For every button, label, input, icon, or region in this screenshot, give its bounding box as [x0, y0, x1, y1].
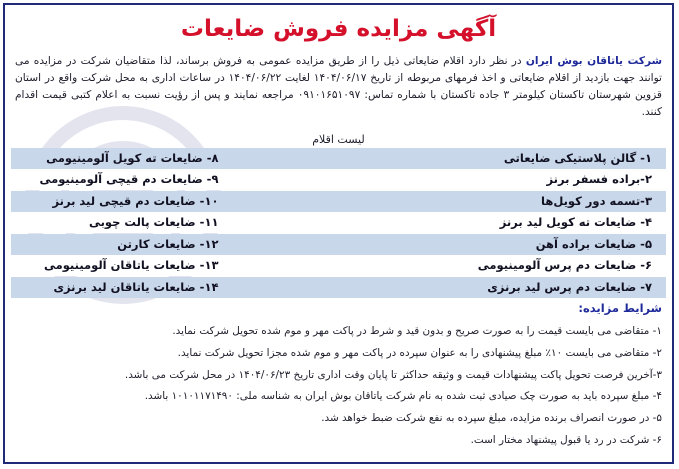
- condition-item: ۶- شرکت در رد یا قبول پیشنهاد مختار است.: [470, 433, 662, 446]
- item-cell: ۱۳- ضایعات یاتاقان آلومینیومی: [43, 258, 219, 273]
- advertisement-frame: [3, 3, 674, 464]
- item-cell: ۲-براده فسفر برنز: [546, 172, 652, 187]
- intro-text: در نظر دارد اقلام ضایعاتی ذیل را از طریق مزایده عمومی به فروش برساند، لذا متقاضیان شرکت در مزایده می توانند جهت بازدید از اقلام ضایعاتی و اخذ فرمهای مربوطه از تاریخ ۱۴۰۴/۰۶/۱۷ لغایت ۱۴۰۴/۰۶/۲۲ در ساعات اداری به محل شرکت واقع در استان قزوین شهرستان تاکستان کیلومتر ۳ جاده تاکستان با شماره تماس: ۰۹۱۰۱۶۵۱۰۹۷ مراجعه نمایند و پس از رؤیت نسبت به اعلام کتبی قیمت اقدام کنند.: [15, 55, 663, 118]
- table-row: [11, 148, 666, 169]
- item-cell: ۵- ضایعات براده آهن: [535, 236, 652, 251]
- item-cell: ۱- گالن پلاستیکی ضایعاتی: [503, 151, 652, 165]
- item-cell: ۷- ضایعات دم پرس لید برنزی: [487, 279, 652, 294]
- item-cell: ۱۰- ضایعات دم قیچی لید برنز: [52, 193, 219, 208]
- condition-item: ۴- مبلغ سپرده باید به صورت چک صیادی ثبت شده به نام شرکت یاتاقان بوش ایران به شناسه ملی: ۱۰۱۰۱۱۷۱۴۹۰ باشد.: [144, 390, 662, 403]
- page-title: آگهی مزایده فروش ضایعات: [180, 16, 497, 42]
- items-list-title: لیست اقلام: [312, 133, 365, 146]
- intro-paragraph: [15, 53, 662, 121]
- condition-item: ۵- در صورت انصراف برنده مزایده، مبلغ سپرده به نفع شرکت ضبط خواهد شد.: [321, 412, 662, 425]
- item-cell: ۸- ضایعات ته کویل آلومینیومی: [46, 151, 219, 165]
- item-cell: ۱۲- ضایعات کارتن: [117, 236, 219, 251]
- company-name: شرکت یاتاقان بوش ایران: [525, 55, 662, 67]
- table-row: [11, 191, 666, 212]
- table-row: [11, 234, 666, 255]
- item-cell: ۳-تسمه دور کویل‌ها: [541, 193, 652, 208]
- condition-item: ۳-آخرین فرصت تحویل پاکت پیشنهادات قیمت و وثیقه حداکثر تا پایان وقت اداری تاریخ ۱۴۰۴/۰۶/۲۳ در محل شرکت می باشد.: [124, 368, 662, 381]
- item-cell: ۴- ضایعات ته کویل لید برنز: [499, 215, 652, 230]
- condition-item: ۲- متقاضی می بایست ۱۰٪ مبلغ پیشنهادی را به عنوان سپرده در پاکت مهر و موم شده مجزا تحویل شرکت نماید.: [177, 346, 662, 359]
- conditions-list: [15, 321, 662, 452]
- condition-item: ۱- متقاضی می بایست قیمت را به صورت صریح و بدون قید و شرط در پاکت مهر و موم شده تحویل شرکت نماید.: [172, 325, 662, 337]
- table-row: [11, 277, 666, 298]
- item-cell: ۶- ضایعات دم پرس آلومینیومی: [477, 258, 652, 273]
- table-row: [11, 212, 666, 233]
- conditions-title: شرایط مزایده:: [578, 301, 662, 315]
- item-cell: ۹- ضایعات دم قیچی آلومینیومی: [39, 172, 219, 187]
- item-cell: ۱۴- ضایعات یاتاقان لید برنزی: [53, 279, 219, 294]
- table-row: [11, 255, 666, 276]
- table-row: [11, 169, 666, 190]
- items-table: [11, 148, 666, 298]
- item-cell: ۱۱- ضایعات پالت چوبی: [88, 215, 219, 230]
